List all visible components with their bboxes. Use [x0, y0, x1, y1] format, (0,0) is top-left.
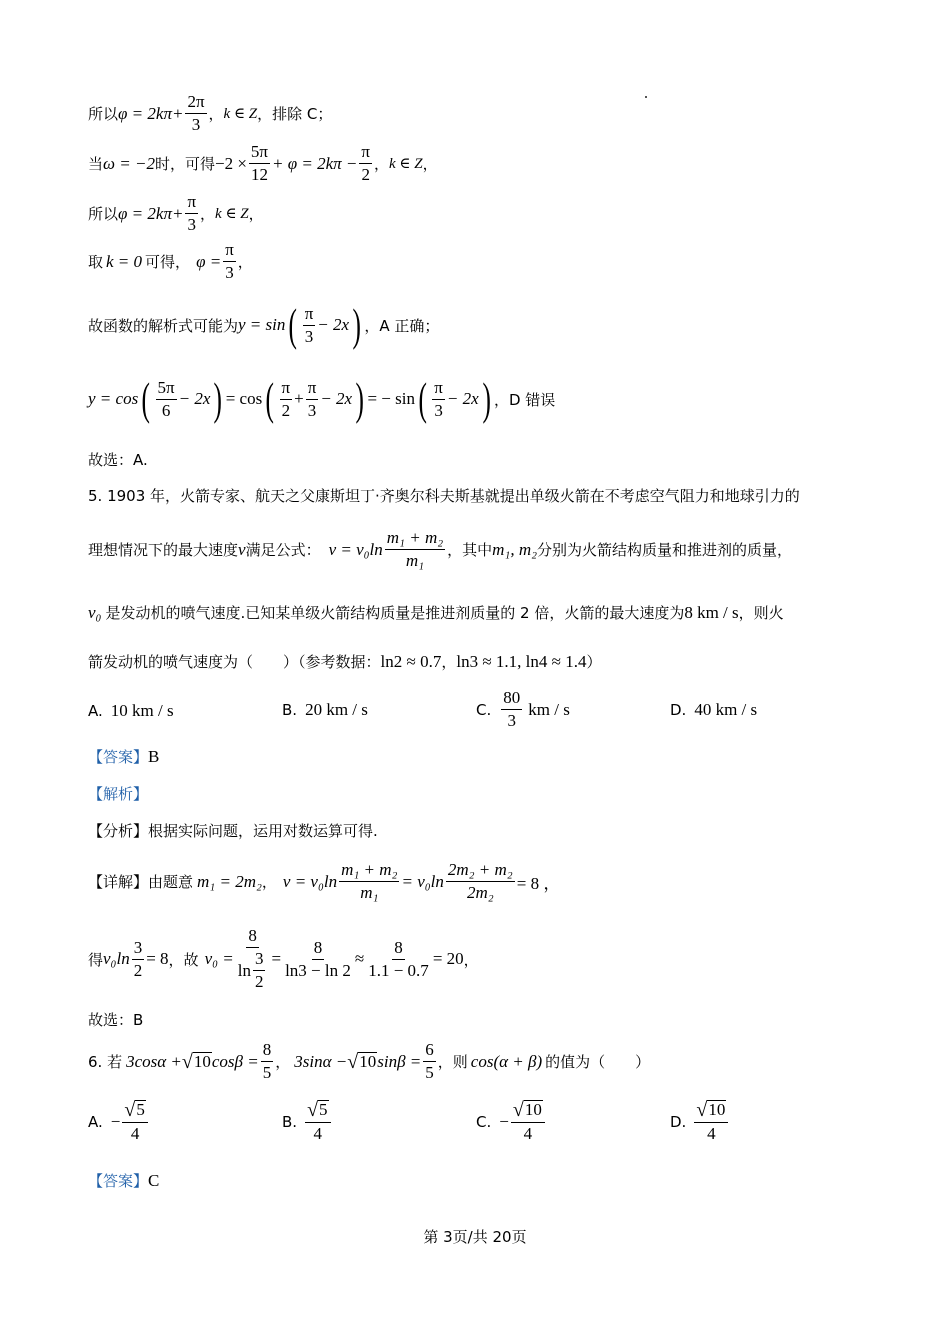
q6-answer: 【答案】 C [88, 1170, 160, 1190]
math: φ = 2kπ+ [118, 103, 184, 123]
condition: k ∈ Z [223, 106, 258, 122]
math: k = 0 [106, 251, 143, 271]
text: 故函数的解析式可能为 [88, 316, 239, 335]
solution-line-5: 故函数的解析式可能为 y = sin ( $\frac{\pi}{3}$ − 2x ) ，A 正确； [88, 299, 440, 350]
condition: k ∈ Z [215, 206, 249, 222]
fraction: $\frac{\pi}{3}$ [304, 303, 314, 346]
q5-option-d[interactable]: D. 40 km / s [670, 700, 758, 719]
q5-step: 得 v₀ln $\frac{3}{2}$ = 8 ，故 v₀ = 8 ln $\frac{3}{2}$ = $\frac{8}{\ln 3 - \ln 2}$ ≈ $\frac{8}{1.1 - 0.7}$ = 20 ， [88, 926, 479, 991]
solution-line-4: 取 k = 0 可得， φ = $\frac{\pi}{3}$ ， [88, 240, 253, 282]
math: φ = 2kπ+ [118, 203, 184, 223]
text: 当 [88, 155, 104, 173]
q5-line-1: 5. 1903 年，火箭专家、航天之父康斯坦丁·齐奥尔科夫斯基就提出单级火箭在不考虑空气阻力和地球引力的 [88, 487, 800, 505]
solution-line-3: 所以 φ = 2kπ+ $\frac{\pi}{3}$ ， k ∈ Z ， [88, 192, 264, 234]
q5-line-2: 理想情况下的最大速度 v 满足公式： v = v₀ln $\frac{\text{m₁ + m₂}}{\text{m₁}}$ ，其中 m₁, m₂ 分别为火箭结构质量和推进剂的质量， [88, 528, 793, 570]
solution-line-1: 所以 φ = 2kπ+ $\frac{2\pi}{3}$ ， k ∈ Z ，排除 C； [88, 92, 333, 134]
q6-option-c[interactable]: C. − √ 10 4 [476, 1100, 547, 1144]
math: y = sin [238, 315, 286, 334]
text: 可得， [145, 253, 191, 271]
fraction: $\frac{\pi}{3}$ [225, 240, 234, 282]
math: −2 × [214, 153, 247, 173]
q5-analysis-tag: 【解析】 [88, 785, 149, 803]
q5-option-c[interactable]: C. $\frac{80}{3}$ km / s [476, 688, 570, 730]
q5-line-4: 箭发动机的喷气速度为（ ）（参考数据： ln2 ≈ 0.7 ， ln3 ≈ 1.1, ln4 ≈ 1.4 ） [88, 651, 602, 671]
q5-option-b[interactable]: B. 20 km / s [282, 700, 368, 719]
text: ，A 正确； [364, 316, 440, 335]
text: 所以 [88, 105, 119, 123]
math: ω = −2 [103, 153, 155, 173]
solution-line-6: y = cos ( $\frac{5\pi}{6}$ − 2x ) = cos ( $\frac{\pi}{2}$ + $\frac{\pi}{3}$ − 2x ) = − sin ( $\frac{\pi}{3}$ − 2x ) ，D 错误 [88, 373, 556, 424]
text: 取 [88, 253, 104, 271]
fraction: $\frac{\pi}{2}$ [361, 142, 370, 184]
q6-stem: 6. 若 3cosα + √ 10 cosβ = $\frac{8}{5}$ ， 3sinα − √ 10 sinβ = $\frac{6}{5}$ ，则 cos(α + β) 的值为（ ） [88, 1040, 651, 1082]
q5-option-a[interactable]: A. 10 km / s [88, 701, 174, 720]
q5-answer: 【答案】 B [88, 746, 160, 766]
stray-dot [645, 96, 647, 98]
q5-line-3: v₀ 是发动机的喷气速度.已知某单级火箭结构质量是推进剂质量的 2 倍，火箭的最大速度为 8 km / s ，则火 [88, 602, 784, 622]
fraction: $\frac{2\pi}{3}$ [187, 92, 205, 134]
fraction: $\frac{5\pi}{12}$ [250, 142, 269, 184]
q6-option-a[interactable]: A. − √ 5 4 [88, 1100, 150, 1144]
q6-option-d[interactable]: D. √ 10 4 [670, 1100, 730, 1144]
text: 所以 [88, 205, 119, 223]
choose-a: 故选：A. [88, 451, 148, 469]
math: φ = [196, 251, 222, 271]
fraction: $\frac{\pi}{3}$ [187, 192, 197, 234]
text: ，排除 C； [257, 105, 333, 123]
page-footer: 第 3页/共 20页 [423, 1228, 527, 1246]
math: y = cos [88, 389, 139, 408]
math: + φ = 2kπ − [272, 153, 358, 173]
text: ，D 错误 [493, 390, 556, 409]
choose-b: 故选：B [88, 1011, 144, 1029]
q5-detail: 【详解】 由题意 m₁ = 2m₂ ， v = v₀ln $\frac{\text{m₁ + m₂}}{\text{m₁}}$ = v₀ln $\frac{\text{2m₂ + m₂}}{\text{2m₂}}$ = 8 ， [88, 860, 561, 902]
solution-line-2: 当 ω = −2 时，可得 −2 × $\frac{5\pi}{12}$ + φ = 2kπ − $\frac{\pi}{2}$ ， k ∈ Z ， [88, 142, 438, 184]
q6-option-b[interactable]: B. √ 5 4 [282, 1100, 333, 1144]
text: 时，可得 [154, 155, 215, 173]
condition: k ∈ Z [389, 156, 423, 172]
q5-fenxi: 【分析】 根据实际问题，运用对数运算可得. [88, 822, 378, 840]
